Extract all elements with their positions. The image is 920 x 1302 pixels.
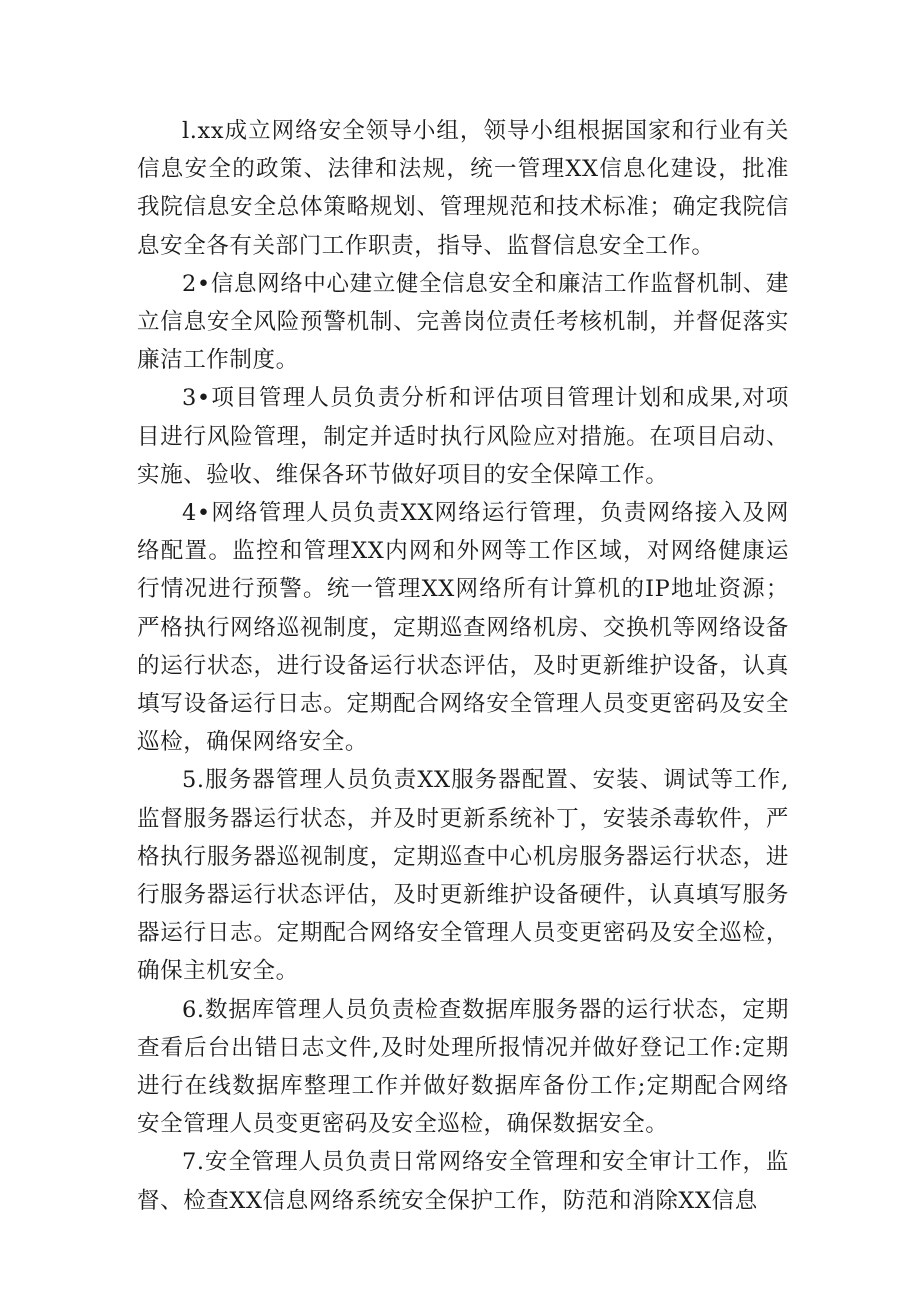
- paragraph-5: 5.服务器管理人员负责XX服务器配置、安装、调试等工作,监督服务器运行状态，并及时更新系统补丁，安装杀毒软件，严格执行服务器巡视制度，定期巡查中心机房服务器运行状态，进行服务器运行状态评估，及时更新维护设备硬件，认真填写服务器运行日志。定期配合网络安全管理人员变更密码及安全巡检，确保主机安全。: [137, 767, 789, 985]
- paragraph-6: 6.数据库管理人员负责检查数据库服务器的运行状态，定期查看后台出错日志文件,及时处理所报情况并做好登记工作:定期进行在线数据库整理工作并做好数据库备份工作;定期配合网络安全管理人员变更密码及安全巡检，确保数据安全。: [137, 996, 789, 1138]
- paragraph-1: l.xx成立网络安全领导小组，领导小组根据国家和行业有关信息安全的政策、法律和法规，统一管理XX信息化建设，批准我院信息安全总体策略规划、管理规范和技术标准；确定我院信息安全各有关部门工作职责，指导、监督信息安全工作。: [137, 118, 789, 259]
- paragraph-7: 7.安全管理人员负责日常网络安全管理和安全审计工作，监督、检查XX信息网络系统安全保护工作，防范和消除XX信息: [137, 1149, 789, 1214]
- paragraph-4: 4•网络管理人员负责XX网络运行管理，负责网络接入及网络配置。监控和管理XX内网和外网等工作区域，对网络健康运行情况进行预警。统一管理XX网络所有计算机的IP地址资源；严格执行网络巡视制度，定期巡查网络机房、交换机等网络设备的运行状态，进行设备运行状态评估，及时更新维护设备，认真填写设备运行日志。定期配合网络安全管理人员变更密码及安全巡检，确保网络安全。: [137, 500, 789, 756]
- paragraph-3: 3•项目管理人员负责分析和评估项目管理计划和成果,对项目进行风险管理，制定并适时执行风险应对措施。在项目启动、实施、验收、维保各环节做好项目的安全保障工作。: [137, 385, 789, 488]
- document-body: [137, 112, 789, 1220]
- paragraph-2: 2•信息网络中心建立健全信息安全和廉洁工作监督机制、建立信息安全风险预警机制、完善岗位责任考核机制，并督促落实廉洁工作制度。: [137, 270, 789, 374]
